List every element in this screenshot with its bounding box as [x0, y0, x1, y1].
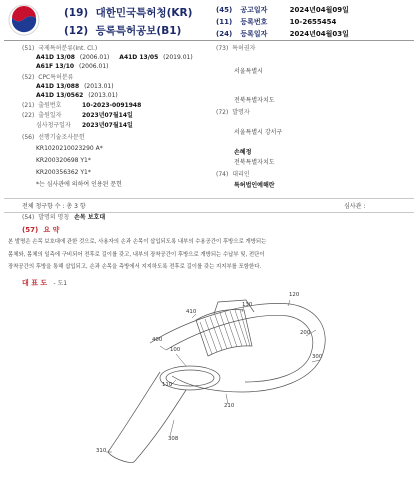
figure-ref-100: 100: [170, 347, 181, 353]
patentee-2: 전북특별자치도: [234, 97, 275, 104]
agent-heading: (74) 대리인: [216, 171, 250, 178]
registration-date-row: (24) 등록일자 2024년04월03일: [216, 30, 349, 38]
abstract-line-3: 장착공간의 후방을 통해 삽입되고, 손과 손목을 측방에서 지지하도록 전후로 길이를 갖는 지지부를 포함한다.: [8, 264, 262, 270]
ipc-heading: (51) 국제특허분류(Int. Cl.): [22, 45, 98, 52]
inventor-1: 서울특별시 강서구: [234, 129, 283, 136]
cpc-heading: (52) CPC특허분류: [22, 74, 74, 81]
claims-count: 전체 청구항 수 : 총 3 항: [22, 203, 86, 210]
body-inner: [166, 315, 313, 382]
abstract-line-1: 본 발명은 손목 보호대에 관한 것으로, 사용자의 손과 손목이 삽입되도록 내부의 수용공간이 후방으로 개방되는: [8, 239, 267, 245]
figure-ref-110: 110: [162, 382, 173, 388]
patentee-1: 서울특별시: [234, 68, 263, 75]
prior-art-ref-3: KR200356362 Y1*: [36, 169, 91, 176]
figure-ref-200: 200: [300, 330, 311, 336]
exam-request-date: 심사청구일자 2023년07월14일: [36, 122, 133, 129]
abstract-heading: (57) 요 약: [22, 226, 60, 234]
representative-figure-label: 대 표 도 - 도1: [22, 279, 68, 287]
figure-ref-120: 120: [289, 292, 300, 298]
figure-ref-400: 400: [152, 337, 163, 343]
figure-ref-308: 308: [168, 436, 179, 442]
ipc-row-2: A61F 13/10 (2006.01): [36, 63, 109, 70]
grip-section: [196, 309, 252, 356]
prior-art-heading: (56) 선행기술조사문헌: [22, 134, 85, 141]
figure-ref-300: 300: [312, 354, 323, 360]
cpc-row-2: A41D 13/0562 (2013.01): [36, 92, 118, 99]
arm-tube: [108, 372, 186, 462]
prior-art-ref-1: KR1020210023290 A*: [36, 145, 103, 152]
figure-ref-210: 210: [224, 403, 235, 409]
cpc-row-1: A41D 13/088 (2013.01): [36, 83, 114, 90]
publication-date-row: (45) 공고일자 2024년04월09일: [216, 6, 349, 14]
header-line-1: (19) 대한민국특허청(KR): [64, 7, 193, 19]
invention-title: (54) 발명의 명칭 손목 보호대: [22, 214, 106, 221]
header-line-2: (12) 등록특허공보(B1): [64, 25, 182, 37]
prior-art-note: *는 심사관에 의하여 인용된 문헌: [36, 181, 122, 188]
application-number: (21) 출원번호 10-2023-0091948: [22, 102, 142, 109]
figure-ref-130: 130: [242, 302, 253, 308]
inventor-heading: (72) 발명자: [216, 109, 250, 116]
wrist-opening-inner: [166, 370, 214, 386]
examiner: 심사관 :: [344, 203, 366, 210]
registration-number-row: (11) 등록번호 10-2655454: [216, 18, 337, 26]
prior-art-ref-2: KR200320698 Y1*: [36, 157, 91, 164]
patentee-heading: (73) 특허권자: [216, 45, 256, 52]
agent-name: 특허법인예해란: [234, 182, 275, 189]
ipc-row-1: A41D 13/08 (2006.01) A41D 13/05 (2019.01): [36, 54, 193, 61]
inventor-2-address: 전북특별자치도: [234, 159, 275, 166]
inventor-2-name: 손혜정: [234, 149, 252, 156]
application-date: (22) 출원일자 2023년07월14일: [22, 112, 133, 119]
figure-ref-410: 410: [186, 309, 197, 315]
figure-ref-310: 310: [96, 448, 107, 454]
abstract-line-2: 몸체와, 몸체의 일측에 구비되어 전후로 길이를 갖고, 내부의 장착공간이 후방으로 개방되는 수납부 및, 전단이: [8, 252, 265, 258]
